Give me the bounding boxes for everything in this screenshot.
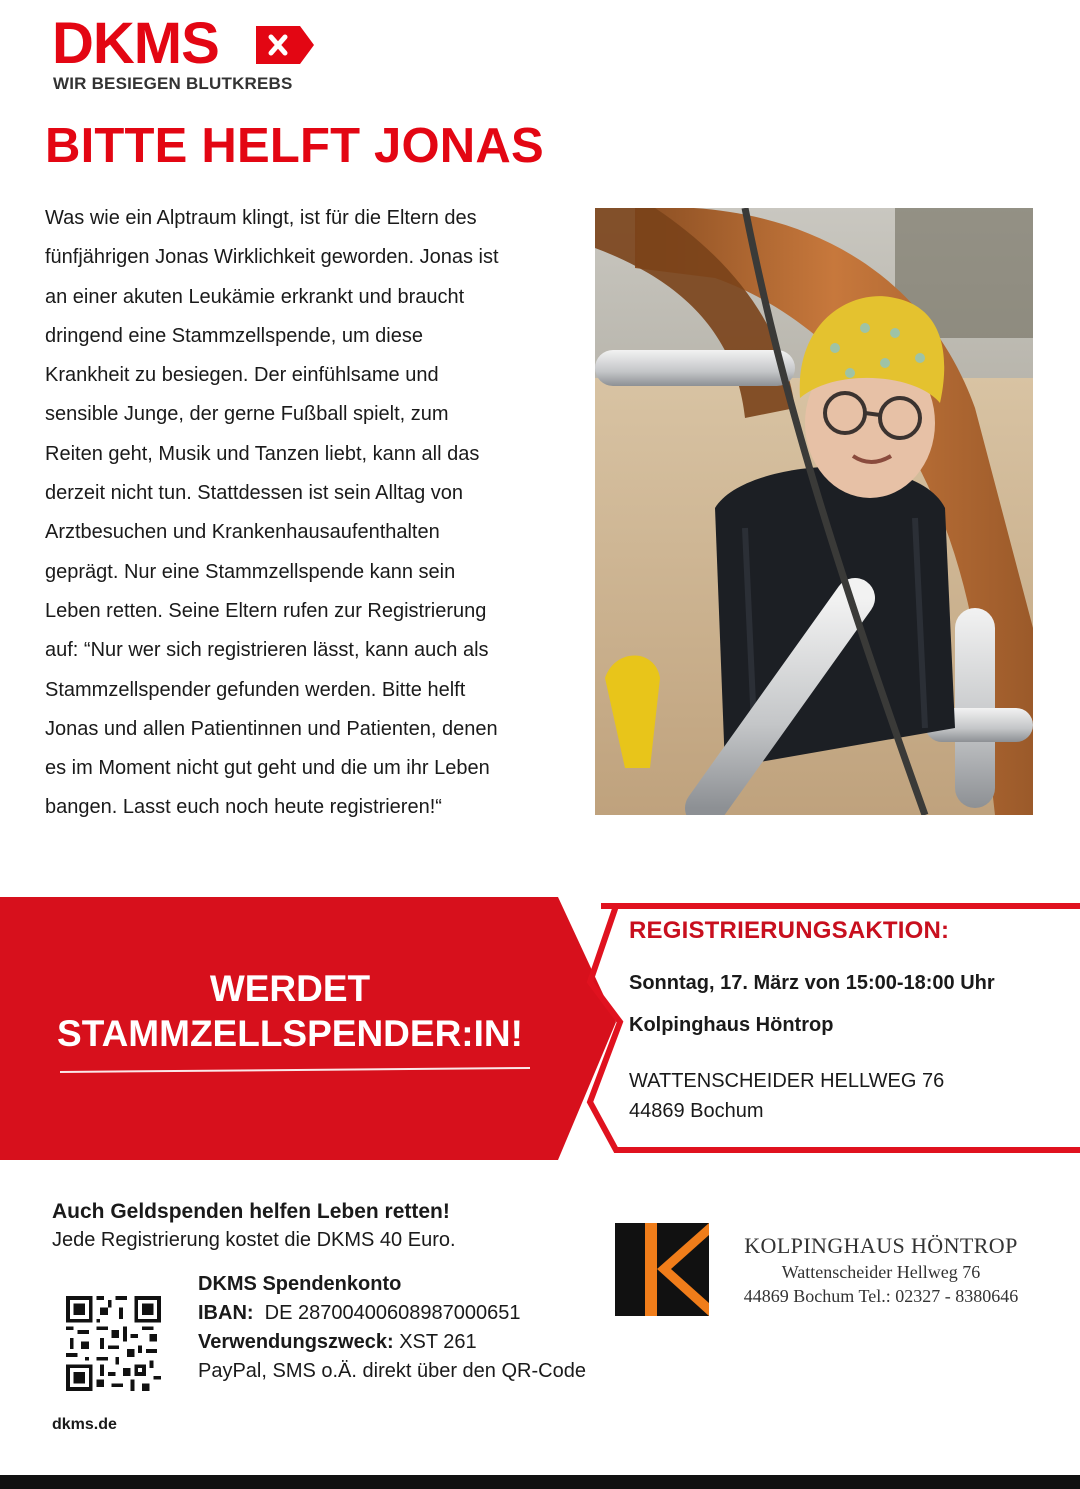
donation-title: Auch Geldspenden helfen Leben retten! (52, 1200, 450, 1223)
iban-label: IBAN: (198, 1302, 254, 1324)
purpose-label: Verwendungszweck: (198, 1331, 394, 1353)
kolping-street: Wattenscheider Hellweg 76 (781, 1262, 981, 1282)
iban-value: DE 28700400608987000651 (264, 1302, 521, 1324)
iban-line (198, 1302, 520, 1325)
story-text (45, 199, 565, 828)
story-line: bangen. Lasst euch noch heute registrieren!“ (45, 796, 442, 819)
story-line: sensible Junge, der gerne Fußball spielt, zum (45, 403, 449, 426)
dkms-tagline: WIR BESIEGEN BLUTKREBS (53, 74, 293, 93)
kolping-phone: 44869 Bochum Tel.: 02327 - 8380646 (743, 1286, 1019, 1306)
story-line: Was wie ein Alptraum klingt, ist für die Eltern des (45, 207, 477, 229)
registration-city: 44869 Bochum (629, 1100, 764, 1122)
qr-code-icon[interactable] (66, 1296, 161, 1391)
registration-place: Kolpinghaus Höntrop (629, 1014, 834, 1036)
story-line: Arztbesuchen und Krankenhausaufenthalten (45, 521, 440, 544)
story-line: Krankheit zu besiegen. Der einfühlsame und (45, 364, 439, 387)
dkms-wordmark: DKMS (52, 11, 219, 76)
dkms-logo (52, 11, 322, 96)
footer-bar (0, 1475, 1080, 1489)
story-line: auf: “Nur wer sich registrieren lässt, kann auch als (45, 639, 489, 662)
kolping-k-logo-icon (615, 1223, 709, 1316)
donation-subtitle: Jede Registrierung kostet die DKMS 40 Euro. (52, 1229, 456, 1251)
registration-date: Sonntag, 17. März von 15:00-18:00 Uhr (629, 972, 995, 994)
registration-title: REGISTRIERUNGSAKTION: (629, 917, 950, 944)
story-line: derzeit nicht tun. Stattdessen ist sein Alltag von (45, 482, 464, 505)
cta-line-2: STAMMZELLSPENDER:IN! (57, 1013, 523, 1054)
story-line: Stammzellspender gefunden werden. Bitte helft (45, 678, 466, 701)
account-title: DKMS Spendenkonto (198, 1273, 402, 1295)
purpose-line (198, 1331, 477, 1354)
story-line: Jonas und allen Patientinnen und Patienten, denen (45, 717, 498, 740)
story-line: es im Moment nicht gut geht und die um ihr Leben (45, 757, 490, 780)
story-line: an einer akuten Leukämie erkrankt und braucht (45, 285, 465, 308)
dkms-cross-badge-icon (256, 26, 314, 64)
purpose-value: XST 261 (399, 1331, 477, 1353)
kolping-name: KOLPINGHAUS HÖNTROP (744, 1233, 1018, 1258)
website-link[interactable]: dkms.de (52, 1416, 117, 1433)
story-line: Leben retten. Seine Eltern rufen zur Registrierung (45, 599, 487, 622)
headline: BITTE HELFT JONAS (45, 119, 544, 173)
registration-street: WATTENSCHEIDER HELLWEG 76 (629, 1070, 945, 1092)
story-line: fünfjährigen Jonas Wirklichkeit geworden. Jonas ist (45, 246, 499, 269)
child-photo-illustration (595, 208, 1033, 815)
story-line: Reiten geht, Musik und Tanzen liebt, kann all das (45, 442, 480, 465)
story-line: geprägt. Nur eine Stammzellspende kann sein (45, 560, 456, 583)
child-photo (595, 208, 1033, 815)
story-line: dringend eine Stammzellspende, um diese (45, 324, 423, 347)
paypal-note: PayPal, SMS o.Ä. direkt über den QR-Code (198, 1360, 586, 1382)
cta-line-1: WERDET (209, 968, 371, 1009)
